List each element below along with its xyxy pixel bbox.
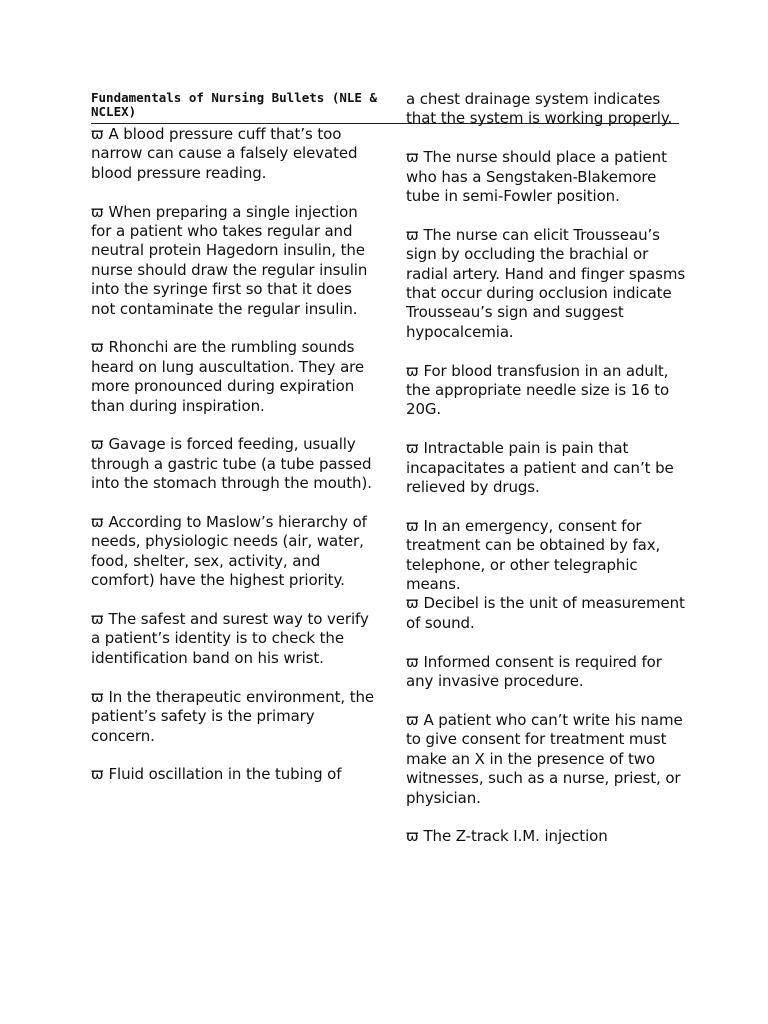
- bullet-text: According to Maslow’s hierarchy of needs, physiologic needs (air, water, food, shelter, sex, activity, and comfort) have the highest priority.: [91, 513, 367, 590]
- bullet-text: When preparing a single injection for a patient who takes regular and neutral protein Hagedorn insulin, the nurse should draw the regular insulin into the syringe first so that it does not contaminate the regular insulin.: [91, 202, 368, 318]
- bullet-item: [406, 362, 691, 420]
- bullet-text: Informed consent is required for any invasive procedure.: [406, 652, 662, 691]
- bullet-marker: ϖ: [91, 610, 104, 629]
- bullet-item: [91, 610, 376, 668]
- bullet-item: [406, 517, 691, 595]
- bullet-text: In an emergency, consent for treatment can be obtained by fax, telephone, or other telegraphic means.: [406, 516, 661, 594]
- left-column: [91, 125, 376, 804]
- bullet-item: [91, 338, 376, 416]
- bullet-text: A blood pressure cuff that’s too narrow can cause a falsely elevated blood pressure reading.: [91, 125, 358, 182]
- bullet-item: [91, 513, 376, 591]
- bullet-marker: ϖ: [406, 225, 419, 244]
- bullet-marker: ϖ: [406, 516, 419, 535]
- bullet-text: For blood transfusion in an adult, the appropriate needle size is 16 to 20G.: [406, 361, 670, 419]
- bullet-item: [406, 827, 691, 846]
- bullet-item: [91, 203, 376, 319]
- bullet-text: The safest and surest way to verify a patient’s identity is to check the identification band on his wrist.: [91, 610, 369, 667]
- bullet-marker: ϖ: [91, 125, 104, 143]
- bullet-text: In the therapeutic environment, the patient’s safety is the primary concern.: [91, 687, 375, 745]
- bullet-item: [406, 653, 691, 692]
- bullet-marker: ϖ: [406, 652, 419, 671]
- bullet-text: Rhonchi are the rumbling sounds heard on lung auscultation. They are more pronounced during expiration than during inspiration.: [91, 338, 365, 415]
- bullet-text: The nurse can elicit Trousseau’s sign by occluding the brachial or radial artery. Hand and finger spasms that occur during occlusion indicate Trousseau’s sign and suggest hypocalcemia.: [406, 225, 686, 341]
- bullet-marker: ϖ: [406, 827, 419, 846]
- bullet-marker: ϖ: [406, 439, 419, 458]
- bullet-item: [91, 435, 376, 493]
- bullet-text: Intractable pain is pain that incapacitates a patient and can’t be relieved by drugs.: [406, 439, 674, 497]
- right-column: [406, 90, 691, 866]
- document-title: Fundamentals of Nursing Bullets (NLE & NCLEX): [91, 90, 377, 119]
- bullet-marker: ϖ: [406, 594, 419, 613]
- bullet-marker: ϖ: [91, 513, 104, 532]
- bullet-marker: ϖ: [406, 148, 419, 167]
- bullet-text: Decibel is the unit of measurement of sound.: [406, 594, 685, 632]
- bullet-marker: ϖ: [91, 435, 104, 454]
- bullet-item: [406, 439, 691, 497]
- bullet-marker: ϖ: [406, 710, 419, 729]
- bullet-marker: ϖ: [406, 361, 419, 380]
- bullet-item: [91, 125, 376, 183]
- bullet-item: [91, 765, 376, 784]
- bullet-marker: ϖ: [91, 338, 104, 357]
- bullet-text: Fluid oscillation in the tubing of: [108, 765, 342, 784]
- bullet-item: [406, 226, 691, 342]
- bullet-text: A patient who can’t write his name to give consent for treatment must make an X in the presence of two witnesses, such as a nurse, priest, or physician.: [406, 710, 683, 807]
- bullet-item: [406, 711, 691, 808]
- bullet-item: [91, 688, 376, 746]
- bullet-text: The Z-track I.M. injection: [423, 827, 608, 846]
- bullet-marker: ϖ: [91, 765, 104, 784]
- bullet-marker: ϖ: [91, 202, 104, 221]
- bullet-marker: ϖ: [91, 687, 104, 706]
- bullet-item: [406, 148, 691, 206]
- bullet-text: The nurse should place a patient who has a Sengstaken-Blakemore tube in semi-Fowler position.: [406, 148, 667, 206]
- bullet-item: [406, 594, 691, 633]
- bullet-continuation: a chest drainage system indicates that the system is working properly.: [406, 90, 673, 128]
- bullet-text: Gavage is forced feeding, usually through a gastric tube (a tube passed into the stomach through the mouth).: [91, 435, 372, 493]
